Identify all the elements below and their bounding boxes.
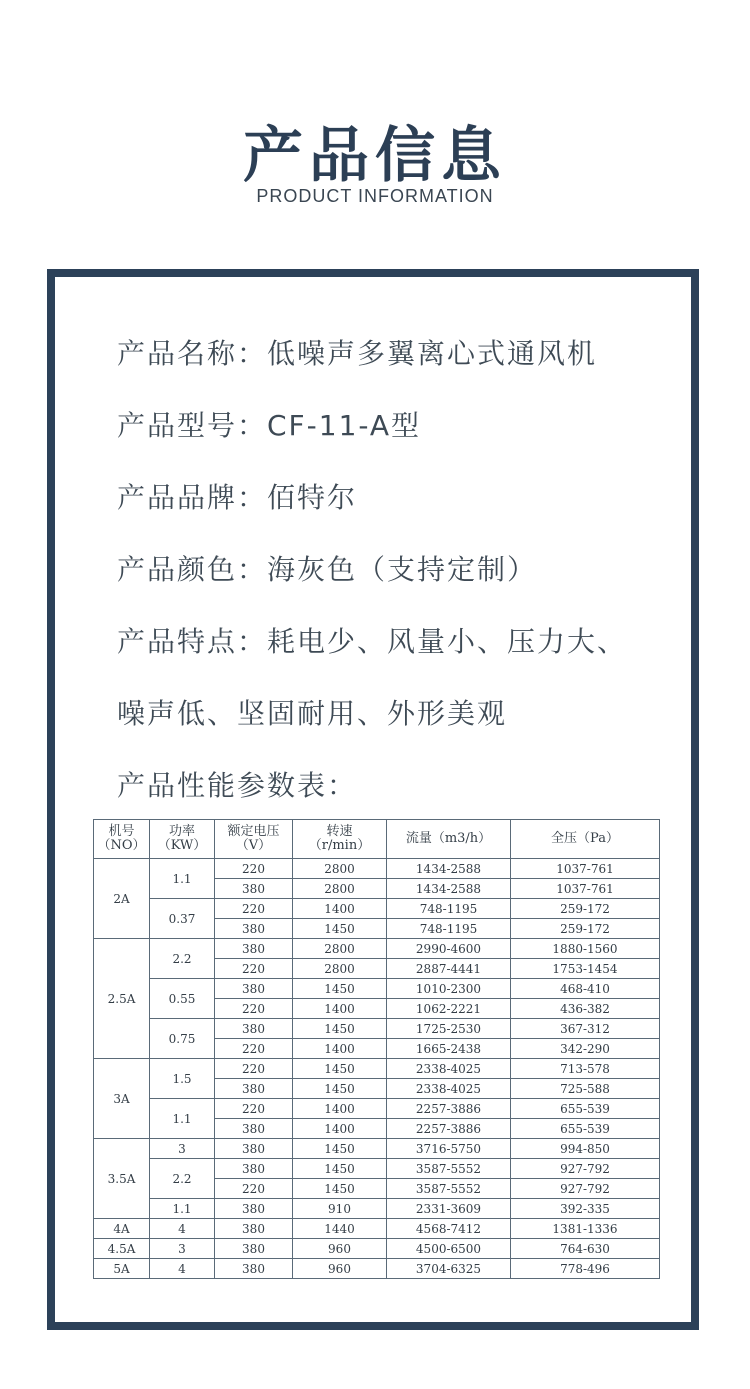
cell-power: 1.5 xyxy=(150,1059,215,1099)
cell-pressure: 468-410 xyxy=(511,979,660,999)
info-frame xyxy=(47,269,699,1330)
table-row xyxy=(94,1199,660,1219)
cell-speed: 1450 xyxy=(293,1179,387,1199)
cell-voltage: 380 xyxy=(215,1239,293,1259)
cell-power: 3 xyxy=(150,1139,215,1159)
cell-speed: 2800 xyxy=(293,859,387,879)
cell-speed: 2800 xyxy=(293,939,387,959)
cell-pressure: 259-172 xyxy=(511,919,660,939)
cell-pressure: 259-172 xyxy=(511,899,660,919)
cell-pressure: 927-792 xyxy=(511,1179,660,1199)
cell-power: 0.37 xyxy=(150,899,215,939)
cell-voltage: 380 xyxy=(215,1159,293,1179)
cell-voltage: 380 xyxy=(215,1139,293,1159)
cell-flow: 1010-2300 xyxy=(387,979,511,999)
cell-pressure: 1037-761 xyxy=(511,859,660,879)
cell-flow: 2338-4025 xyxy=(387,1059,511,1079)
cell-no: 4.5A xyxy=(94,1239,150,1259)
cell-pressure: 392-335 xyxy=(511,1199,660,1219)
header-pressure: 全压（Pa） xyxy=(511,820,660,859)
cell-power: 4 xyxy=(150,1259,215,1279)
table-row xyxy=(94,1259,660,1279)
cell-flow: 3587-5552 xyxy=(387,1159,511,1179)
cell-flow: 4568-7412 xyxy=(387,1219,511,1239)
cell-power: 3 xyxy=(150,1239,215,1259)
cell-power: 4 xyxy=(150,1219,215,1239)
cell-pressure: 725-588 xyxy=(511,1079,660,1099)
cell-voltage: 220 xyxy=(215,1039,293,1059)
table-header-row xyxy=(94,820,660,859)
cell-voltage: 220 xyxy=(215,1099,293,1119)
cell-no: 2.5A xyxy=(94,939,150,1059)
cell-speed: 960 xyxy=(293,1239,387,1259)
table-row xyxy=(94,1059,660,1079)
spec-table xyxy=(93,819,660,1279)
header-no: 机号 （NO） xyxy=(94,820,150,859)
cell-voltage: 380 xyxy=(215,1199,293,1219)
product-features-line1: 产品特点：耗电少、风量小、压力大、 xyxy=(117,625,628,658)
table-row xyxy=(94,1019,660,1039)
cell-pressure: 927-792 xyxy=(511,1159,660,1179)
cell-voltage: 380 xyxy=(215,1079,293,1099)
product-model: 产品型号：CF-11-A型 xyxy=(117,409,422,442)
cell-no: 5A xyxy=(94,1259,150,1279)
cell-pressure: 994-850 xyxy=(511,1139,660,1159)
product-color: 产品颜色：海灰色（支持定制） xyxy=(117,553,538,586)
cell-flow: 3587-5552 xyxy=(387,1179,511,1199)
cell-pressure: 342-290 xyxy=(511,1039,660,1059)
cell-flow: 748-1195 xyxy=(387,899,511,919)
cell-voltage: 220 xyxy=(215,859,293,879)
cell-voltage: 380 xyxy=(215,1119,293,1139)
cell-voltage: 380 xyxy=(215,879,293,899)
cell-power: 1.1 xyxy=(150,1099,215,1139)
product-features-line2: 噪声低、坚固耐用、外形美观 xyxy=(117,697,508,730)
table-row xyxy=(94,1159,660,1179)
cell-flow: 2257-3886 xyxy=(387,1099,511,1119)
cell-flow: 2257-3886 xyxy=(387,1119,511,1139)
cell-speed: 910 xyxy=(293,1199,387,1219)
cell-flow: 748-1195 xyxy=(387,919,511,939)
cell-no: 3A xyxy=(94,1059,150,1139)
cell-power: 2.2 xyxy=(150,1159,215,1199)
cell-voltage: 380 xyxy=(215,1259,293,1279)
cell-pressure: 655-539 xyxy=(511,1099,660,1119)
cell-speed: 1400 xyxy=(293,1099,387,1119)
cell-flow: 1434-2588 xyxy=(387,859,511,879)
cell-pressure: 1381-1336 xyxy=(511,1219,660,1239)
cell-flow: 3704-6325 xyxy=(387,1259,511,1279)
cell-speed: 1440 xyxy=(293,1219,387,1239)
table-row xyxy=(94,1099,660,1119)
cell-power: 2.2 xyxy=(150,939,215,979)
cell-voltage: 380 xyxy=(215,1019,293,1039)
cell-pressure: 778-496 xyxy=(511,1259,660,1279)
cell-power: 1.1 xyxy=(150,859,215,899)
table-row xyxy=(94,899,660,919)
cell-voltage: 220 xyxy=(215,959,293,979)
page-title: 产品信息 xyxy=(243,121,507,191)
cell-speed: 1400 xyxy=(293,1039,387,1059)
cell-pressure: 1753-1454 xyxy=(511,959,660,979)
cell-voltage: 220 xyxy=(215,999,293,1019)
cell-no: 2A xyxy=(94,859,150,939)
cell-pressure: 436-382 xyxy=(511,999,660,1019)
page-subtitle: PRODUCT INFORMATION xyxy=(256,186,494,206)
cell-speed: 1450 xyxy=(293,1159,387,1179)
cell-no: 4A xyxy=(94,1219,150,1239)
header-power: 功率 （KW） xyxy=(150,820,215,859)
table-row xyxy=(94,1139,660,1159)
cell-voltage: 380 xyxy=(215,939,293,959)
product-name: 产品名称：低噪声多翼离心式通风机 xyxy=(117,337,598,370)
cell-pressure: 713-578 xyxy=(511,1059,660,1079)
cell-flow: 1434-2588 xyxy=(387,879,511,899)
cell-flow: 1062-2221 xyxy=(387,999,511,1019)
cell-voltage: 380 xyxy=(215,979,293,999)
cell-voltage: 220 xyxy=(215,1179,293,1199)
cell-voltage: 380 xyxy=(215,919,293,939)
table-row xyxy=(94,1219,660,1239)
cell-pressure: 655-539 xyxy=(511,1119,660,1139)
table-row xyxy=(94,939,660,959)
cell-speed: 1400 xyxy=(293,899,387,919)
cell-speed: 1450 xyxy=(293,1079,387,1099)
header-speed: 转速 （r/min） xyxy=(293,820,387,859)
cell-flow: 2990-4600 xyxy=(387,939,511,959)
header-flow: 流量（m3/h） xyxy=(387,820,511,859)
cell-speed: 1400 xyxy=(293,1119,387,1139)
cell-speed: 1400 xyxy=(293,999,387,1019)
cell-voltage: 220 xyxy=(215,899,293,919)
table-row xyxy=(94,979,660,999)
cell-flow: 2338-4025 xyxy=(387,1079,511,1099)
cell-no: 3.5A xyxy=(94,1139,150,1219)
product-brand: 产品品牌：佰特尔 xyxy=(117,481,358,514)
cell-speed: 2800 xyxy=(293,879,387,899)
cell-flow: 3716-5750 xyxy=(387,1139,511,1159)
cell-flow: 4500-6500 xyxy=(387,1239,511,1259)
table-row xyxy=(94,859,660,879)
cell-flow: 2331-3609 xyxy=(387,1199,511,1219)
cell-speed: 1450 xyxy=(293,1019,387,1039)
cell-voltage: 380 xyxy=(215,1219,293,1239)
cell-speed: 2800 xyxy=(293,959,387,979)
cell-flow: 1725-2530 xyxy=(387,1019,511,1039)
cell-pressure: 1037-761 xyxy=(511,879,660,899)
cell-speed: 1450 xyxy=(293,1139,387,1159)
cell-speed: 960 xyxy=(293,1259,387,1279)
cell-speed: 1450 xyxy=(293,919,387,939)
cell-flow: 2887-4441 xyxy=(387,959,511,979)
cell-power: 0.55 xyxy=(150,979,215,1019)
cell-pressure: 367-312 xyxy=(511,1019,660,1039)
cell-speed: 1450 xyxy=(293,979,387,999)
cell-power: 1.1 xyxy=(150,1199,215,1219)
cell-flow: 1665-2438 xyxy=(387,1039,511,1059)
header-voltage: 额定电压 （V） xyxy=(215,820,293,859)
cell-pressure: 764-630 xyxy=(511,1239,660,1259)
table-row xyxy=(94,1239,660,1259)
cell-power: 0.75 xyxy=(150,1019,215,1059)
cell-speed: 1450 xyxy=(293,1059,387,1079)
cell-voltage: 220 xyxy=(215,1059,293,1079)
cell-pressure: 1880-1560 xyxy=(511,939,660,959)
spec-table-title: 产品性能参数表： xyxy=(117,769,358,802)
